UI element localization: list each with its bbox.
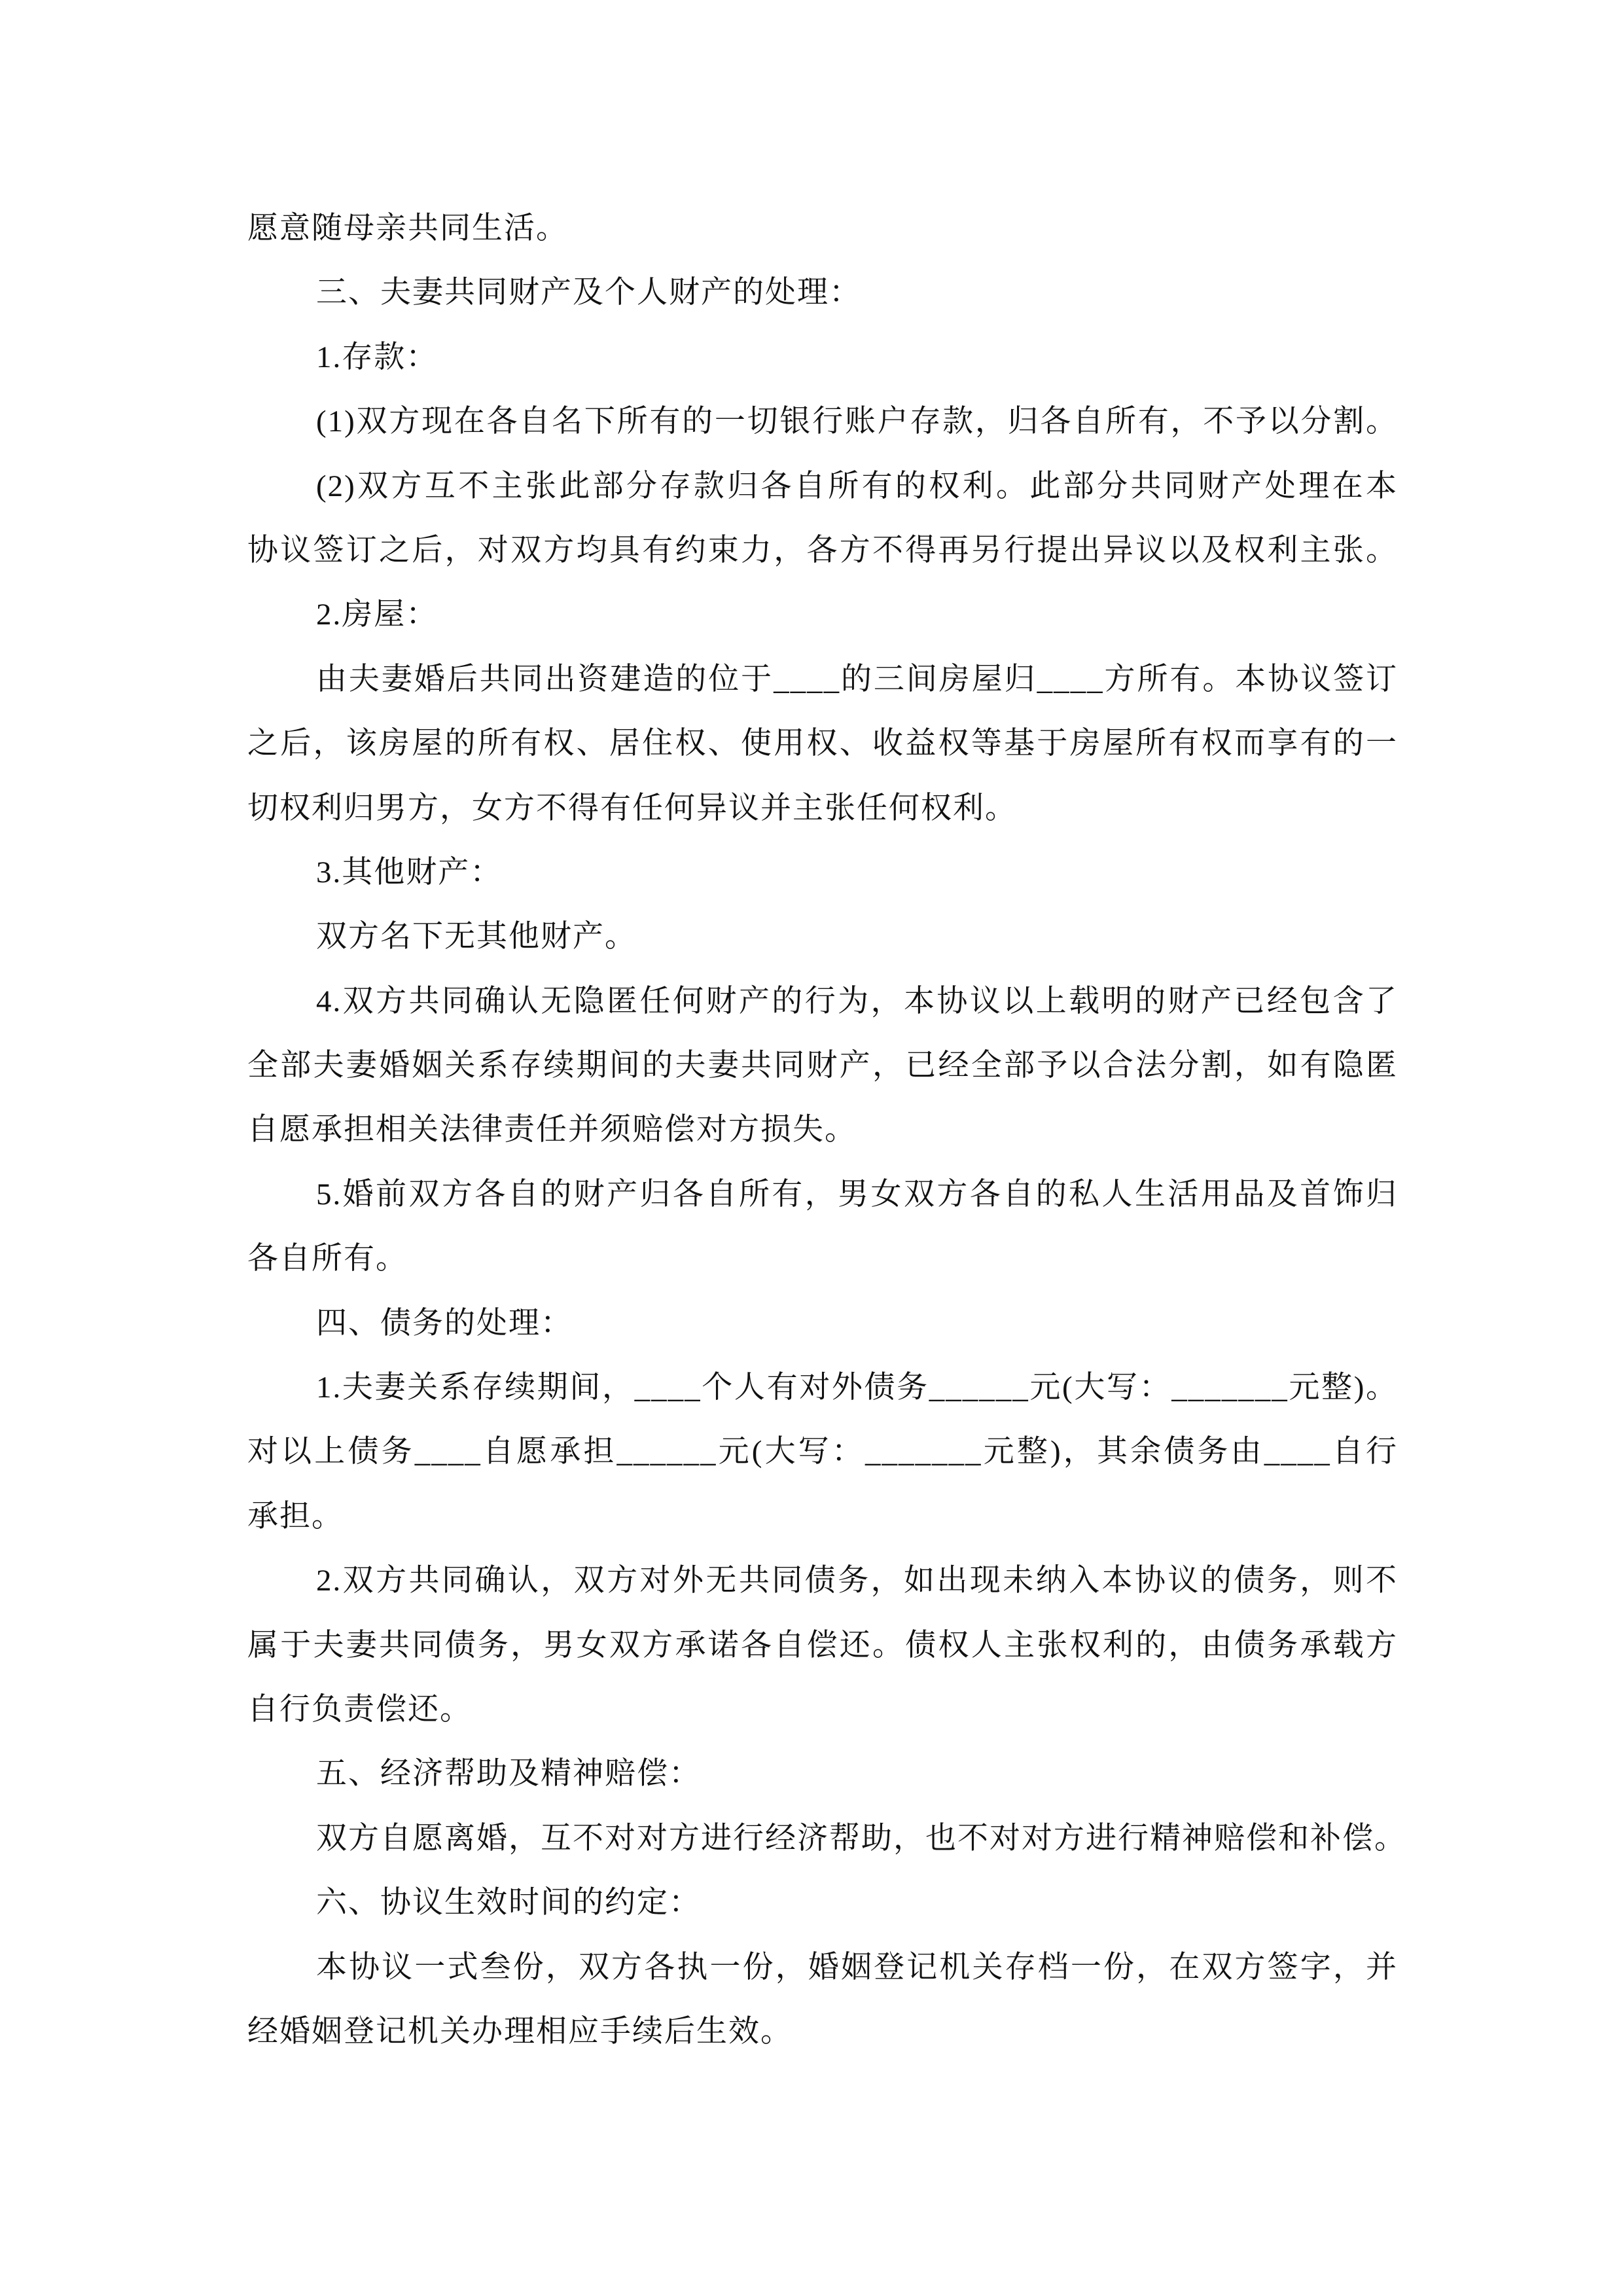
clause-paragraph (247, 1162, 1398, 1291)
text-line: 切权利归男方，女方不得有任何异议并主张任何权利。 (247, 791, 1017, 825)
text-line: 1.夫妻关系存续期间，____个人有对外债务______元(大写：_______元整)。 (316, 1371, 1398, 1405)
paragraph-continuation (247, 196, 1398, 260)
clause-heading-text: 3.其他财产： (316, 855, 503, 889)
clause-heading (247, 325, 1398, 389)
text-line: 双方名下无其他财产。 (316, 920, 637, 954)
text-line: 全部夫妻婚姻关系存续期间的夫妻共同财产，已经全部予以合法分割，如有隐匿 (247, 1049, 1398, 1083)
section-heading-text: 五、经济帮助及精神赔偿： (316, 1757, 701, 1791)
section-heading-text: 六、协议生效时间的约定： (316, 1886, 701, 1920)
clause-paragraph (247, 1355, 1398, 1549)
clause-paragraph (247, 905, 1398, 969)
clause-heading (247, 840, 1398, 905)
text-line: 双方自愿离婚，互不对对方进行经济帮助，也不对对方进行精神赔偿和补偿。 (316, 1821, 1406, 1856)
text-line: 本协议一式叁份，双方各执一份，婚姻登记机关存档一份，在双方签字，并 (316, 1950, 1398, 1984)
text-line: 愿意随母亲共同生活。 (247, 211, 568, 245)
text-line: 属于夫妻共同债务，男女双方承诺各自偿还。债权人主张权利的，由债务承载方 (247, 1628, 1398, 1662)
text-line: (2)双方互不主张此部分存款归各自所有的权利。此部分共同财产处理在本 (316, 469, 1398, 503)
text-line: 2.双方共同确认，双方对外无共同债务，如出现未纳入本协议的债务，则不 (316, 1564, 1398, 1598)
clause-heading-text: 2.房屋： (316, 598, 438, 632)
clause-heading-text: 1.存款： (316, 340, 438, 374)
clause-paragraph (247, 647, 1398, 840)
document-body (247, 196, 1406, 2064)
section-heading-text: 四、债务的处理： (316, 1306, 573, 1340)
clause-paragraph (247, 1935, 1398, 2064)
text-line: 承担。 (247, 1499, 344, 1534)
text-line: 自行负责偿还。 (247, 1692, 472, 1727)
text-line: 各自所有。 (247, 1242, 408, 1276)
text-line: 4.双方共同确认无隐匿任何财产的行为，本协议以上载明的财产已经包含了 (316, 984, 1398, 1018)
clause-paragraph (247, 1806, 1406, 1871)
section-heading (247, 1291, 1398, 1355)
section-heading (247, 1871, 1398, 1935)
clause-paragraph (247, 389, 1398, 454)
text-line: 5.婚前双方各自的财产归各自所有，男女双方各自的私人生活用品及首饰归 (316, 1177, 1398, 1211)
section-heading (247, 1742, 1398, 1806)
section-heading (247, 260, 1398, 325)
text-line: 自愿承担相关法律责任并须赔偿对方损失。 (247, 1113, 857, 1147)
clause-paragraph (247, 969, 1398, 1162)
text-line: 对以上债务____自愿承担______元(大写：_______元整)，其余债务由____自行 (247, 1435, 1398, 1469)
section-heading-text: 三、夫妻共同财产及个人财产的处理： (316, 276, 861, 310)
text-line: 由夫妻婚后共同出资建造的位于____的三间房屋归____方所有。本协议签订 (316, 662, 1398, 696)
clause-paragraph (247, 1549, 1398, 1742)
text-line: 协议签订之后，对双方均具有约束力，各方不得再另行提出异议以及权利主张。 (247, 533, 1398, 567)
text-line: (1)双方现在各自名下所有的一切银行账户存款，归各自所有，不予以分割。 (316, 404, 1398, 439)
clause-heading (247, 583, 1398, 647)
text-line: 经婚姻登记机关办理相应手续后生效。 (247, 2014, 793, 2049)
clause-paragraph (247, 454, 1398, 583)
text-line: 之后，该房屋的所有权、居住权、使用权、收益权等基于房屋所有权而享有的一 (247, 726, 1398, 761)
